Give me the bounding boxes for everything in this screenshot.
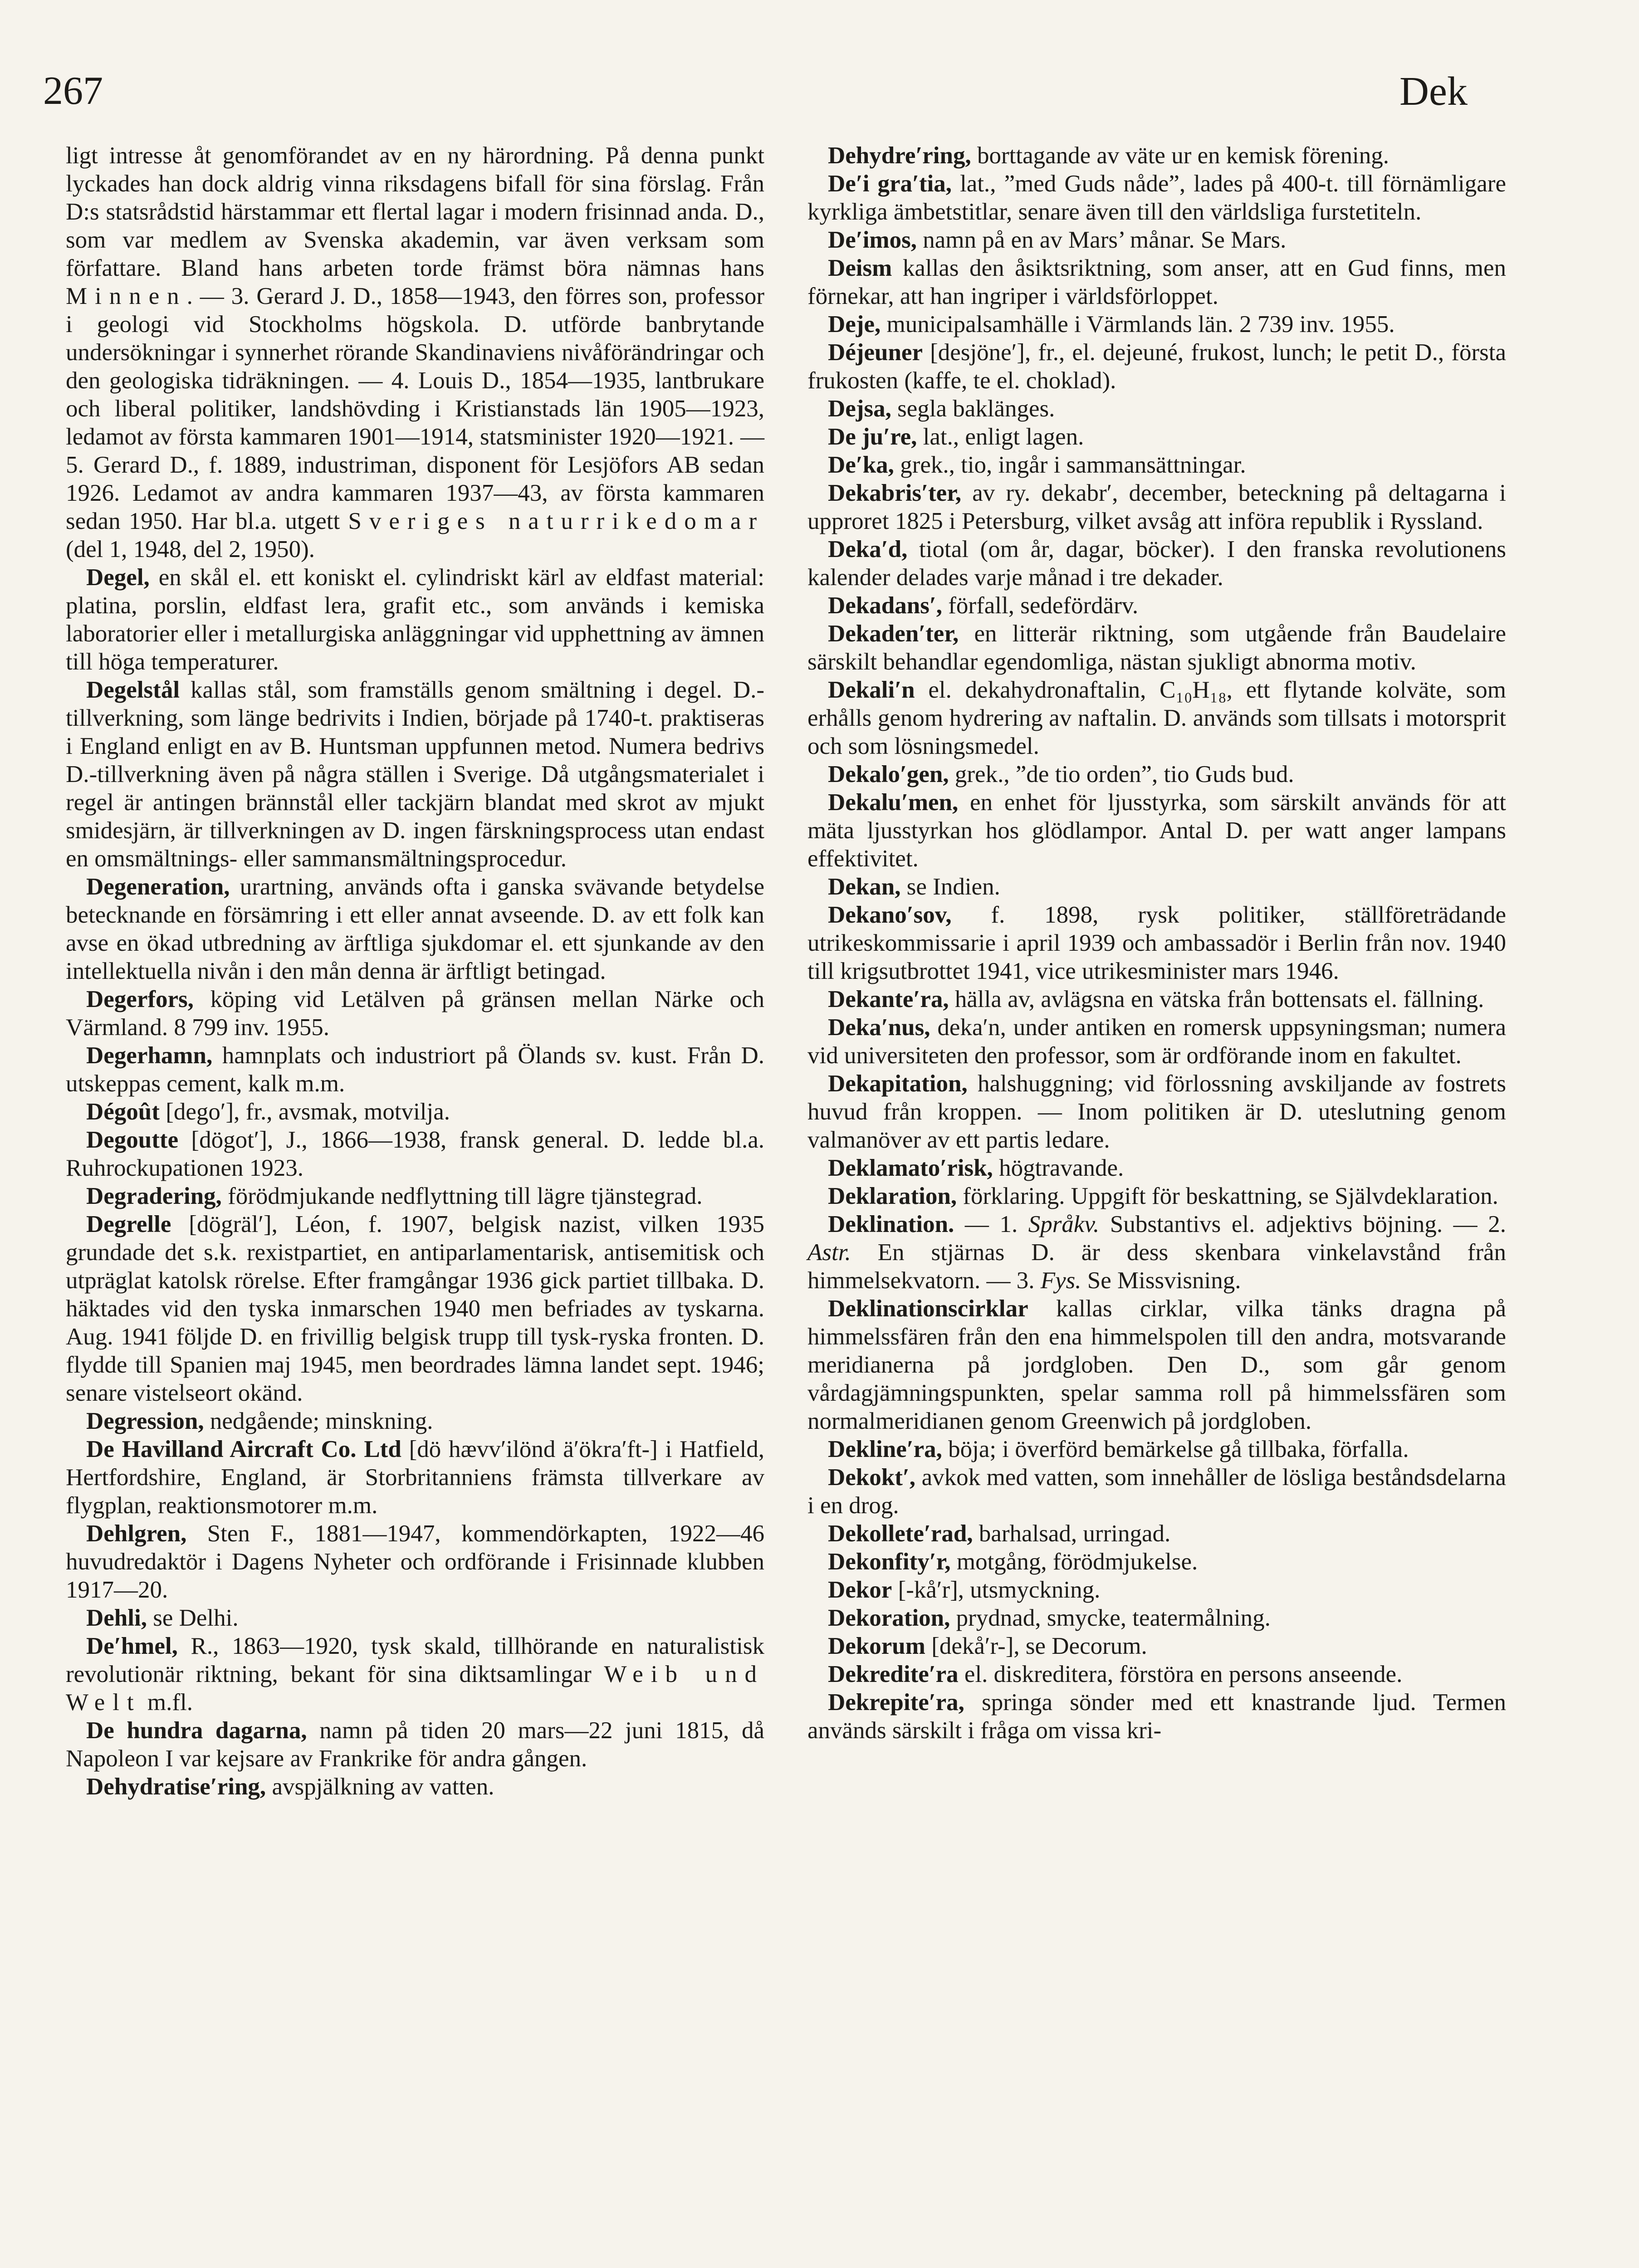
entry-headword: Dekline′ra,: [828, 1436, 942, 1462]
letterspaced-title: Sveriges naturrikedomar: [348, 508, 764, 534]
dictionary-entry: [807, 1210, 1506, 1295]
entry-headword: Degression,: [86, 1408, 204, 1434]
entry-text: En stjärnas D. är dess skenbara vinkelavstånd från himmelsekvatorn. — 3.: [807, 1239, 1506, 1294]
entry-text: motgång, förödmjukelse.: [950, 1549, 1198, 1575]
entry-text: ligt intresse åt genomförandet av en ny härordning. På denna punkt lyckades han dock aldrig vinna riksdagens bifall för sina förslag. Från D:s statsrådstid härstammar ett flertal lagar i modern frisinnad anda. D., som var medlem av Svenska akademin, var även verksam som författare. Bland hans arbeten torde främst böra nämnas hans: [66, 142, 764, 281]
dictionary-entry: [66, 1435, 764, 1520]
entry-headword: Deklamato′risk,: [828, 1155, 993, 1181]
entry-text: lat., enligt lagen.: [917, 424, 1084, 450]
dictionary-entry: [66, 873, 764, 985]
letterspaced-title: Minnen: [66, 283, 187, 309]
entry-headword: Dekonfity′r,: [828, 1549, 951, 1575]
entry-text: namn på en av Mars’ månar. Se Mars.: [916, 227, 1287, 253]
entry-text: Substantivs el. adjektivs böjning. — 2.: [1099, 1211, 1506, 1237]
dictionary-entry: [66, 1716, 764, 1773]
entry-text: springa sönder med ett knastrande ljud. Termen används särskilt i fråga om vissa kri-: [807, 1689, 1506, 1744]
page-number: 267: [43, 69, 103, 113]
dictionary-entry: [807, 1632, 1506, 1660]
entry-headword: Dekan,: [828, 874, 901, 900]
entry-headword: Dekano′sov,: [828, 902, 952, 928]
entry-text: el. dekahydronaftalin, C₁₀H₁₈, ett flytande kolväte, som erhålls genom hydrering av naftalin. D. används som tillsats i motorsprit och som lösningsmedel.: [807, 677, 1506, 759]
entry-headword: Dekali′n: [828, 677, 915, 703]
entry-headword: Dehli,: [86, 1605, 147, 1631]
entry-text: R., 1863—1920, tysk skald, tillhörande en naturalistisk revolutionär riktning, bekant för sina diktsamlingar: [66, 1633, 764, 1687]
entry-headword: Dejsa,: [828, 396, 891, 422]
entry-text: . — 3. Gerard J. D., 1858—1943, den förres son, professor i geologi vid Stockholms högskola. D. utförde banbrytande undersökningar i synnerhet rörande Skandinaviens nivåförändringar och den geologiska tidräkningen. — 4. Louis D., 1854—1935, lantbrukare och liberal politiker, landshövding i Kristianstads län 1905—1923, ledamot av första kammaren 1901—1914, statsminister 1920—1921. — 5. Gerard D., f. 1889, industriman, disponent för Lesjöfors AB sedan 1926. Ledamot av andra kammaren 1937—43, av första kammaren sedan 1950. Har bl.a. utgett: [66, 283, 764, 534]
entry-headword: Dekante′ra,: [828, 986, 949, 1012]
entry-headword: Dehydratise′ring,: [86, 1774, 266, 1800]
entry-headword: Degel,: [86, 564, 150, 591]
entry-text: förklaring. Uppgift för beskattning, se Självdeklaration.: [957, 1183, 1498, 1209]
entry-text: tiotal (om år, dagar, böcker). I den franska revolutionens kalender delades varje månad i tre dekader.: [807, 536, 1506, 591]
entry-text: böja; i överförd bemärkelse gå tillbaka, förfalla.: [942, 1436, 1409, 1462]
entry-text: en enhet för ljusstyrka, som särskilt används för att mäta ljusstyrkan hos glödlampor. Antal D. per watt anger lampans effektivitet.: [807, 789, 1506, 872]
entry-text: avspjälkning av vatten.: [266, 1774, 494, 1800]
dictionary-entry: [66, 563, 764, 676]
entry-headword: Dekollete′rad,: [828, 1520, 973, 1547]
entry-headword: De′imos,: [828, 227, 917, 253]
dictionary-entry: [807, 535, 1506, 591]
italic-label: Språkv.: [1028, 1211, 1100, 1237]
entry-headword: Dekredite′ra: [828, 1661, 959, 1687]
dictionary-entry: [807, 451, 1506, 479]
entry-text: urartning, används ofta i ganska svävande betydelse betecknande en försämring i ett eller annat avseende. D. av ett folk kan avse en ökad utbredning av ärftliga sjukdomar el. ett sjunkande av den intellektuella nivån i den mån denna är ärftligt betingad.: [66, 874, 764, 984]
entry-text: förfall, sedefördärv.: [942, 592, 1139, 619]
dictionary-entry: [807, 395, 1506, 423]
entry-headword: Degrelle: [86, 1211, 171, 1237]
dictionary-entry: [807, 142, 1506, 170]
entry-headword: De Havilland Aircraft Co. Ltd: [86, 1436, 401, 1462]
entry-text: deka′n, under antiken en romersk uppsyningsman; numera vid universiteten den professor, som är ordförande inom en fakultet.: [807, 1014, 1506, 1069]
entry-headword: De′hmel,: [86, 1633, 178, 1659]
dictionary-entry: [66, 985, 764, 1041]
entry-text: Sten F., 1881—1947, kommendörkapten, 1922—46 huvudredaktör i Dagens Nyheter och ordförande i Frisinnade klubben 1917—20.: [66, 1520, 764, 1603]
entry-text: [dö hævv′ilönd ä′ökra′ft-] i Hatfield, Hertfordshire, England, är Storbritanniens främsta tillverkare av flygplan, reaktionsmotorer m.m.: [66, 1436, 764, 1519]
left-column: [66, 142, 764, 1801]
entry-headword: Dekorum: [828, 1633, 925, 1659]
dictionary-entry: [807, 1688, 1506, 1745]
entry-headword: Degerhamn,: [86, 1042, 213, 1069]
entry-text: Se Missvisning.: [1081, 1267, 1241, 1294]
entry-headword: Dekokt′,: [828, 1464, 916, 1491]
dictionary-entry: [807, 226, 1506, 254]
entry-headword: De ju′re,: [828, 424, 917, 450]
entry-text: köping vid Letälven på gränsen mellan Närke och Värmland. 8 799 inv. 1955.: [66, 986, 764, 1041]
letterspaced-title: Weib und Welt: [66, 1661, 764, 1716]
dictionary-entry: [807, 423, 1506, 451]
dictionary-entry: [807, 591, 1506, 620]
entry-headword: De′ka,: [828, 452, 894, 478]
dictionary-entry: [66, 1182, 764, 1210]
entry-headword: De hundra dagarna,: [86, 1717, 307, 1744]
guide-word: Dek: [1399, 69, 1468, 114]
entry-text: hamnplats och industriort på Ölands sv. kust. Från D. utskeppas cement, kalk m.m.: [66, 1042, 764, 1097]
dictionary-entry: [807, 254, 1506, 310]
entry-text: f. 1898, rysk politiker, ställföreträdande utrikeskommissarie i april 1939 och ambassadör i Berlin från nov. 1940 till krigsutbrottet 1941, vice utrikesminister mars 1946.: [807, 902, 1506, 984]
entry-headword: Dehydre′ring,: [828, 142, 971, 169]
dictionary-entry: [807, 338, 1506, 395]
dictionary-entry: [807, 1576, 1506, 1604]
entry-continuation: [66, 142, 764, 563]
dictionary-entry: [66, 1604, 764, 1632]
entry-text: [desjöne′], fr., el. dejeuné, frukost, lunch; le petit D., första frukosten (kaffe, te el. choklad).: [807, 339, 1506, 394]
entry-headword: Dégoût: [86, 1099, 160, 1125]
entry-text: [-kå′r], utsmyckning.: [892, 1577, 1101, 1603]
entry-text: högtravande.: [993, 1155, 1124, 1181]
entry-headword: Dekabris′ter,: [828, 480, 962, 506]
dictionary-entry: [807, 620, 1506, 676]
entry-text: [dögräl′], Léon, f. 1907, belgisk nazist, vilken 1935 grundade det s.k. rexistpartiet, en antiparlamentarisk, antisemitisk och utpräglat katolsk rörelse. Efter framgångar 1936 gick partiet tillbaka. D. häktades vid den tyska inmarschen 1940 men befriades av tyskarna. Aug. 1941 följde D. en frivillig belgisk trupp till tysk-ryska fronten. D. flydde till Spanien maj 1945, men beordrades lämna landet sept. 1946; senare vistelseort okänd.: [66, 1211, 764, 1406]
entry-text: kallas stål, som framställs genom smältning i degel. D.-tillverkning, som länge bedrivits i Indien, började på 1740-t. praktiseras i England enligt en av B. Huntsman uppfunnen metod. Numera bedrivs D.-tillverkning även på några ställen i Sverige. Då utgångsmaterialet i regel är antingen brännstål eller tackjärn blandat med skrot av mjukt smidesjärn, är tillverkningen av D. ingen färskningsprocess utan endast en omsmältnings- eller sammansmältningsprocedur.: [66, 677, 764, 872]
entry-text: se Indien.: [900, 874, 1000, 900]
entry-text: m.fl.: [141, 1689, 193, 1716]
entry-text: prydnad, smycke, teatermålning.: [950, 1605, 1271, 1631]
entry-text: borttagande av väte ur en kemisk förening.: [971, 142, 1389, 169]
dictionary-entry: [66, 1632, 764, 1716]
entry-headword: Deka′nus,: [828, 1014, 930, 1041]
entry-text: av ry. dekabr′, december, beteckning på deltagarna i upproret 1825 i Petersburg, vilket avsåg att införa republik i Ryssland.: [807, 480, 1506, 534]
entry-text: kallas den åsiktsriktning, som anser, att en Gud finns, men förnekar, att han ingriper i världsförloppet.: [807, 255, 1506, 309]
dictionary-entry: [66, 676, 764, 873]
dictionary-entry: [66, 1041, 764, 1098]
entry-text: municipalsamhälle i Värmlands län. 2 739 inv. 1955.: [881, 311, 1395, 337]
entry-headword: Dehlgren,: [86, 1520, 187, 1547]
entry-headword: Dekor: [828, 1577, 892, 1603]
dictionary-entry: [807, 1660, 1506, 1688]
entry-text: — 1.: [954, 1211, 1028, 1237]
entry-headword: De′i gra′tia,: [828, 171, 952, 197]
entry-text: en litterär riktning, som utgående från Baudelaire särskilt behandlar egendomliga, nästan sjukligt abnorma motiv.: [807, 621, 1506, 675]
entry-text: [dögot′], J., 1866—1938, fransk general. D. ledde bl.a. Ruhrockupationen 1923.: [66, 1127, 764, 1181]
entry-text: nedgående; minskning.: [204, 1408, 433, 1434]
entry-headword: Degradering,: [86, 1183, 222, 1209]
entry-headword: Dekoration,: [828, 1605, 950, 1631]
dictionary-entry: [807, 676, 1506, 760]
entry-text: grek., tio, ingår i sammansättningar.: [894, 452, 1246, 478]
entry-headword: Degoutte: [86, 1127, 179, 1153]
dictionary-entry: [807, 985, 1506, 1013]
entry-text: kallas cirklar, vilka tänks dragna på himmelssfären från den ena himmelspolen till den andra, motsvarande meridianerna på jordgloben. Den D., som går genom vårdagjämningspunkten, spelar samma roll på himmelssfären som normalmeridianen genom Greenwich på jordgloben.: [807, 1295, 1506, 1434]
right-column: [807, 142, 1506, 1745]
entry-text: (del 1, 1948, del 2, 1950).: [66, 536, 315, 562]
entry-text: [dego′], fr., avsmak, motvilja.: [159, 1099, 450, 1125]
entry-text: [dekå′r-], se Decorum.: [925, 1633, 1147, 1659]
dictionary-entry: [807, 479, 1506, 535]
dictionary-entry: [807, 788, 1506, 873]
entry-headword: Deklinationscirklar: [828, 1295, 1028, 1322]
entry-text: grek., ”de tio orden”, tio Guds bud.: [949, 761, 1294, 787]
entry-text: el. diskreditera, förstöra en persons anseende.: [958, 1661, 1403, 1687]
dictionary-entry: [807, 1182, 1506, 1210]
dictionary-entry: [807, 170, 1506, 226]
dictionary-entry: [807, 760, 1506, 788]
entry-headword: Dekadans′,: [828, 592, 943, 619]
entry-text: barhalsad, urringad.: [973, 1520, 1171, 1547]
entry-headword: Dekalu′men,: [828, 789, 959, 816]
entry-headword: Degeneration,: [86, 874, 230, 900]
italic-label: Fys.: [1040, 1267, 1081, 1294]
entry-text: hälla av, avlägsna en vätska från bottensats el. fällning.: [949, 986, 1484, 1012]
dictionary-entry: [807, 310, 1506, 338]
entry-headword: Dekaden′ter,: [828, 621, 959, 647]
entry-headword: Deklination.: [828, 1211, 954, 1237]
dictionary-entry: [807, 1070, 1506, 1154]
dictionary-entry: [807, 901, 1506, 985]
entry-text: en skål el. ett koniskt el. cylindriskt kärl av eldfast material: platina, porslin, eldfast lera, grafit etc., som används i kemiska laboratorier eller i metallurgiska anläggningar vid upphettning av ämnen till höga temperaturer.: [66, 564, 764, 675]
dictionary-entry: [66, 1098, 764, 1126]
dictionary-entry: [807, 1463, 1506, 1520]
entry-text: se Delhi.: [147, 1605, 239, 1631]
entry-text: avkok med vatten, som innehåller de lösliga beståndsdelarna i en drog.: [807, 1464, 1506, 1519]
entry-headword: Degerfors,: [86, 986, 194, 1012]
dictionary-entry: [66, 1126, 764, 1182]
entry-text: halshuggning; vid förlossning avskiljande av fostrets huvud från kroppen. — Inom politiken är D. uteslutning genom valmanöver av ett partis ledare.: [807, 1070, 1506, 1153]
entry-headword: Deklaration,: [828, 1183, 957, 1209]
entry-headword: Degelstål: [86, 677, 180, 703]
entry-text: namn på tiden 20 mars—22 juni 1815, då Napoleon I var kejsare av Frankrike för andra gången.: [66, 1717, 765, 1772]
entry-text: förödmjukande nedflyttning till lägre tjänstegrad.: [221, 1183, 703, 1209]
entry-headword: Dekalo′gen,: [828, 761, 949, 787]
dictionary-entry: [807, 1295, 1506, 1435]
dictionary-entry: [66, 1773, 764, 1801]
italic-label: Astr.: [807, 1239, 851, 1266]
entry-text: lat., ”med Guds nåde”, lades på 400-t. till förnämligare kyrkliga ämbetstitlar, senare även till den världsliga furstetiteln.: [807, 171, 1506, 225]
dictionary-entry: [66, 1407, 764, 1435]
dictionary-entry: [807, 1520, 1506, 1548]
dictionary-entry: [807, 1154, 1506, 1182]
dictionary-entry: [807, 1604, 1506, 1632]
dictionary-entry: [807, 1435, 1506, 1463]
entry-headword: Dekrepite′ra,: [828, 1689, 964, 1716]
entry-text: segla baklänges.: [891, 396, 1055, 422]
entry-headword: Deka′d,: [828, 536, 908, 562]
dictionary-entry: [807, 1013, 1506, 1070]
dictionary-entry: [66, 1520, 764, 1604]
entry-headword: Déjeuner: [828, 339, 923, 366]
entry-headword: Deje,: [828, 311, 881, 337]
entry-headword: Dekapitation,: [828, 1070, 968, 1097]
entry-headword: Deism: [828, 255, 892, 281]
dictionary-entry: [807, 873, 1506, 901]
dictionary-entry: [66, 1210, 764, 1407]
dictionary-entry: [807, 1548, 1506, 1576]
